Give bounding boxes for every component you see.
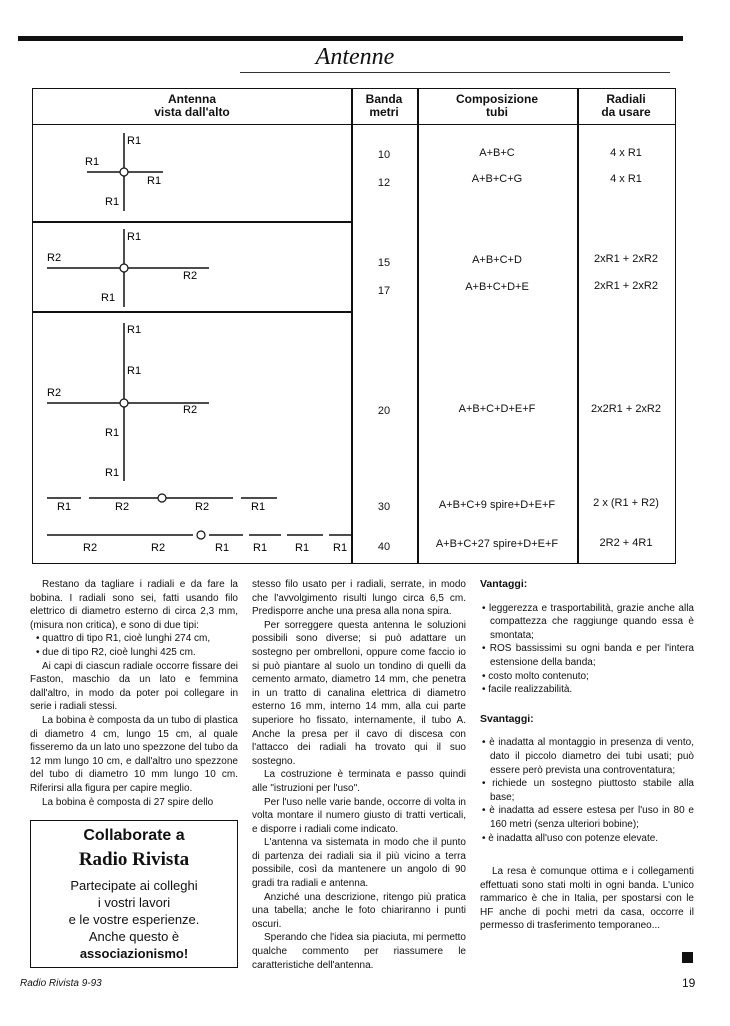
radiali-cell: 2x2R1 + 2xR2	[590, 403, 661, 415]
banda-cell: 15	[377, 257, 391, 269]
section-title: Antenne	[315, 44, 395, 70]
diagram-label: R1	[85, 156, 100, 168]
radiali-cell: 2R2 + 4R1	[599, 537, 653, 549]
composizione-cell: A+B+C+D+E	[465, 281, 529, 293]
diagram-label: R2	[151, 542, 166, 554]
composizione-cell: A+B+C+G	[471, 173, 523, 185]
collaborate-box	[30, 820, 238, 968]
diagram-label: R1	[333, 542, 348, 554]
collab-line: Anche questo è	[88, 929, 180, 944]
diagram-label: R2	[47, 252, 62, 264]
header-radiali: Radiali da usare	[577, 89, 675, 125]
paragraph: La bobina è composta da un tubo di plastica di diametro 4 cm, lungo 15 cm, al quale fisseremo da un lato uno spezzone del tubo da 12 mm lungo 10 cm, e dall'altro uno spezzone del tubo di diametro 10 mm lungo 10 cm. Riferirsi alla figura per capire meglio.	[30, 714, 238, 794]
paragraph: Restano da tagliare i radiali e da fare la bobina. I radiali sono sei, fatti usando filo elettrico di diametro esterno di circa 2,3 mm, (misura non critica), e sono di due tipi:	[30, 579, 238, 631]
collab-line: associazionismo!	[79, 946, 189, 961]
header-banda: Banda metri	[351, 89, 417, 125]
list-item: • è inadatta all'uso con potenze elevate.	[482, 832, 659, 844]
paragraph: La resa è comunque ottima e i collegamenti effettuati sono stati molti in ogni banda. L'unico rammarico è che in Italia, per spostarsi con le HF anche di pochi metri da casa, occorre il permesso di trasferimento temporaneo...	[480, 866, 694, 932]
paragraph: • due di tipo R2, cioè lunghi 425 cm.	[36, 646, 196, 658]
paragraph: Sperando che l'idea sia piaciuta, mi permetto qualche commento per riassumere le caratteristiche dell'antenna.	[252, 932, 466, 971]
paragraph: Anziché una descrizione, ritengo più pratica una tabella; anche le foto chiariranno i punti oscuri.	[252, 891, 466, 930]
diagram-label: R2	[47, 387, 62, 399]
collab-line: Partecipate ai colleghi	[70, 878, 198, 893]
page-number: 19	[682, 976, 696, 990]
list-item: • ROS bassissimi su ogni banda e per l'intera estensione della banda;	[482, 643, 694, 668]
header-composizione: Composizione tubi	[417, 89, 577, 125]
diagram-label: R2	[83, 542, 98, 554]
list-item: • costo molto contenuto;	[482, 670, 589, 682]
diagram-label: R1	[127, 135, 142, 147]
banda-cell: 17	[377, 285, 391, 297]
diagram-label: R1	[127, 365, 142, 377]
collab-heading: Collaborate a	[83, 827, 185, 844]
diagram-label: R2	[195, 501, 210, 513]
paragraph: Ai capi di ciascun radiale occorre fissare dei Faston, maschio da un lato e femmina dall'altro, in modo da poter poi collegare in serie i radiali stessi.	[30, 660, 238, 713]
diagram-label: R1	[105, 427, 120, 439]
paragraph: Per l'uso nelle varie bande, occorre di volta in volta montare il numero giusto di tratti verticali, e disporre i radiali come indicato.	[252, 796, 466, 835]
paragraph: L'antenna va sistemata in modo che il punto di partenza dei radiali sia il più vicino a terra possibile, così da mantenere un angolo di 90 gradi tra radiali e antenna.	[252, 837, 466, 890]
header-antenna: Antenna vista dall'alto	[33, 89, 351, 125]
collab-line: e le vostre esperienze.	[68, 912, 200, 927]
banda-cell: 20	[377, 405, 391, 417]
magazine-logo: Radio Rivista	[78, 849, 190, 870]
paragraph: La bobina è composta di 27 spire dello	[42, 796, 214, 808]
svantaggi-list	[480, 736, 694, 845]
diagram-label: R2	[115, 501, 130, 513]
vantaggi-list	[480, 602, 694, 697]
diagram-label: R1	[147, 175, 162, 187]
paragraph: stesso filo usato per i radiali, serrate, in modo che l'avvolgimento risulti lungo circa 6,5 cm. Predisporre anche una presa alla nona spira.	[252, 579, 466, 618]
diagram-label: R2	[183, 270, 198, 282]
radiali-cell: 4 x R1	[610, 147, 642, 159]
diagram-40m	[47, 531, 351, 554]
footer-magazine: Radio Rivista 9-93	[20, 978, 102, 989]
diagram-label: R1	[253, 542, 268, 554]
composizione-cell: A+B+C	[479, 147, 515, 159]
svantaggi-heading: Svantaggi:	[480, 712, 534, 725]
diagram-label: R1	[295, 542, 310, 554]
banda-cell: 30	[377, 501, 391, 513]
radiali-cell: 2xR1 + 2xR2	[594, 253, 658, 265]
banda-cell: 40	[377, 541, 391, 553]
vantaggi-heading: Vantaggi:	[480, 578, 528, 590]
diagram-label: R1	[101, 292, 116, 304]
diagram-label: R1	[251, 501, 266, 513]
radiali-cell: 4 x R1	[610, 173, 642, 185]
paragraph: • quattro di tipo R1, cioè lunghi 274 cm,	[36, 633, 211, 645]
end-mark	[682, 952, 693, 963]
col-divider	[577, 89, 579, 563]
list-item: • leggerezza e trasportabilità, grazie anche alla compattezza che raggiunge quando essa è smontata;	[482, 602, 694, 641]
diagram-30m	[47, 494, 277, 513]
diagram-label: R1	[105, 196, 120, 208]
composizione-cell: A+B+C+9 spire+D+E+F	[438, 499, 556, 511]
banda-cell: 12	[377, 177, 391, 189]
diagram-label: R1	[215, 542, 230, 554]
diagram-label: R1	[127, 231, 142, 243]
top-rule	[18, 36, 683, 41]
composizione-cell: A+B+C+D	[472, 254, 522, 266]
col-divider	[417, 89, 419, 563]
antenna-diagrams	[33, 89, 351, 565]
paragraph: Per sorreggere questa antenna le soluzioni possibili sono diverse; si può adattare un sostegno per ombrelloni, oppure come faccio io si può piantare al suolo un tondino di quelli da cemento armato, diametro 14 mm, che penetra in un tratto di canalina elettrica di diametro esterno 16 mm, interno 14 mm, alla cui parte superiore ho fissato, internamente, il tubo A. Anche la presa per il cavo di discesa con l'attacco dei radiali ha trovato qui il suo sostegno.	[252, 619, 466, 767]
antenna-table	[32, 88, 676, 564]
radiali-cell: 2 x (R1 + R2)	[593, 497, 659, 509]
paragraph: La costruzione è terminata e passo quindi alle "istruzioni per l'uso".	[252, 769, 466, 794]
diagram-label: R1	[127, 324, 142, 336]
diagram-20m	[47, 323, 209, 481]
article-column-1	[30, 578, 238, 809]
composizione-cell: A+B+C+27 spire+D+E+F	[435, 538, 559, 550]
collab-line: i vostri lavori	[97, 895, 171, 910]
list-item: • facile realizzabilità.	[482, 684, 573, 696]
banda-cell: 10	[377, 149, 391, 161]
diagram-15-17m	[47, 229, 209, 307]
composizione-cell: A+B+C+D+E+F	[458, 403, 536, 415]
article-column-2	[252, 578, 466, 972]
list-item: • è inadatta ad essere estesa per l'uso in 80 e 160 metri (senza ulteriori bobine);	[482, 805, 694, 830]
list-item: • è inadatta al montaggio in presenza di vento, dato il piccolo diametro dei tubi usati; può essere però prevista una controventatura;	[482, 737, 694, 776]
diagram-label: R1	[105, 467, 120, 479]
diagram-10-12m	[85, 133, 163, 211]
diagram-label: R2	[183, 404, 198, 416]
radiali-cell: 2xR1 + 2xR2	[594, 280, 658, 292]
title-rule	[240, 72, 670, 73]
article-column-3	[480, 578, 694, 933]
diagram-label: R1	[57, 501, 72, 513]
list-item: • richiede un sostegno piuttosto stabile alla base;	[482, 778, 694, 803]
